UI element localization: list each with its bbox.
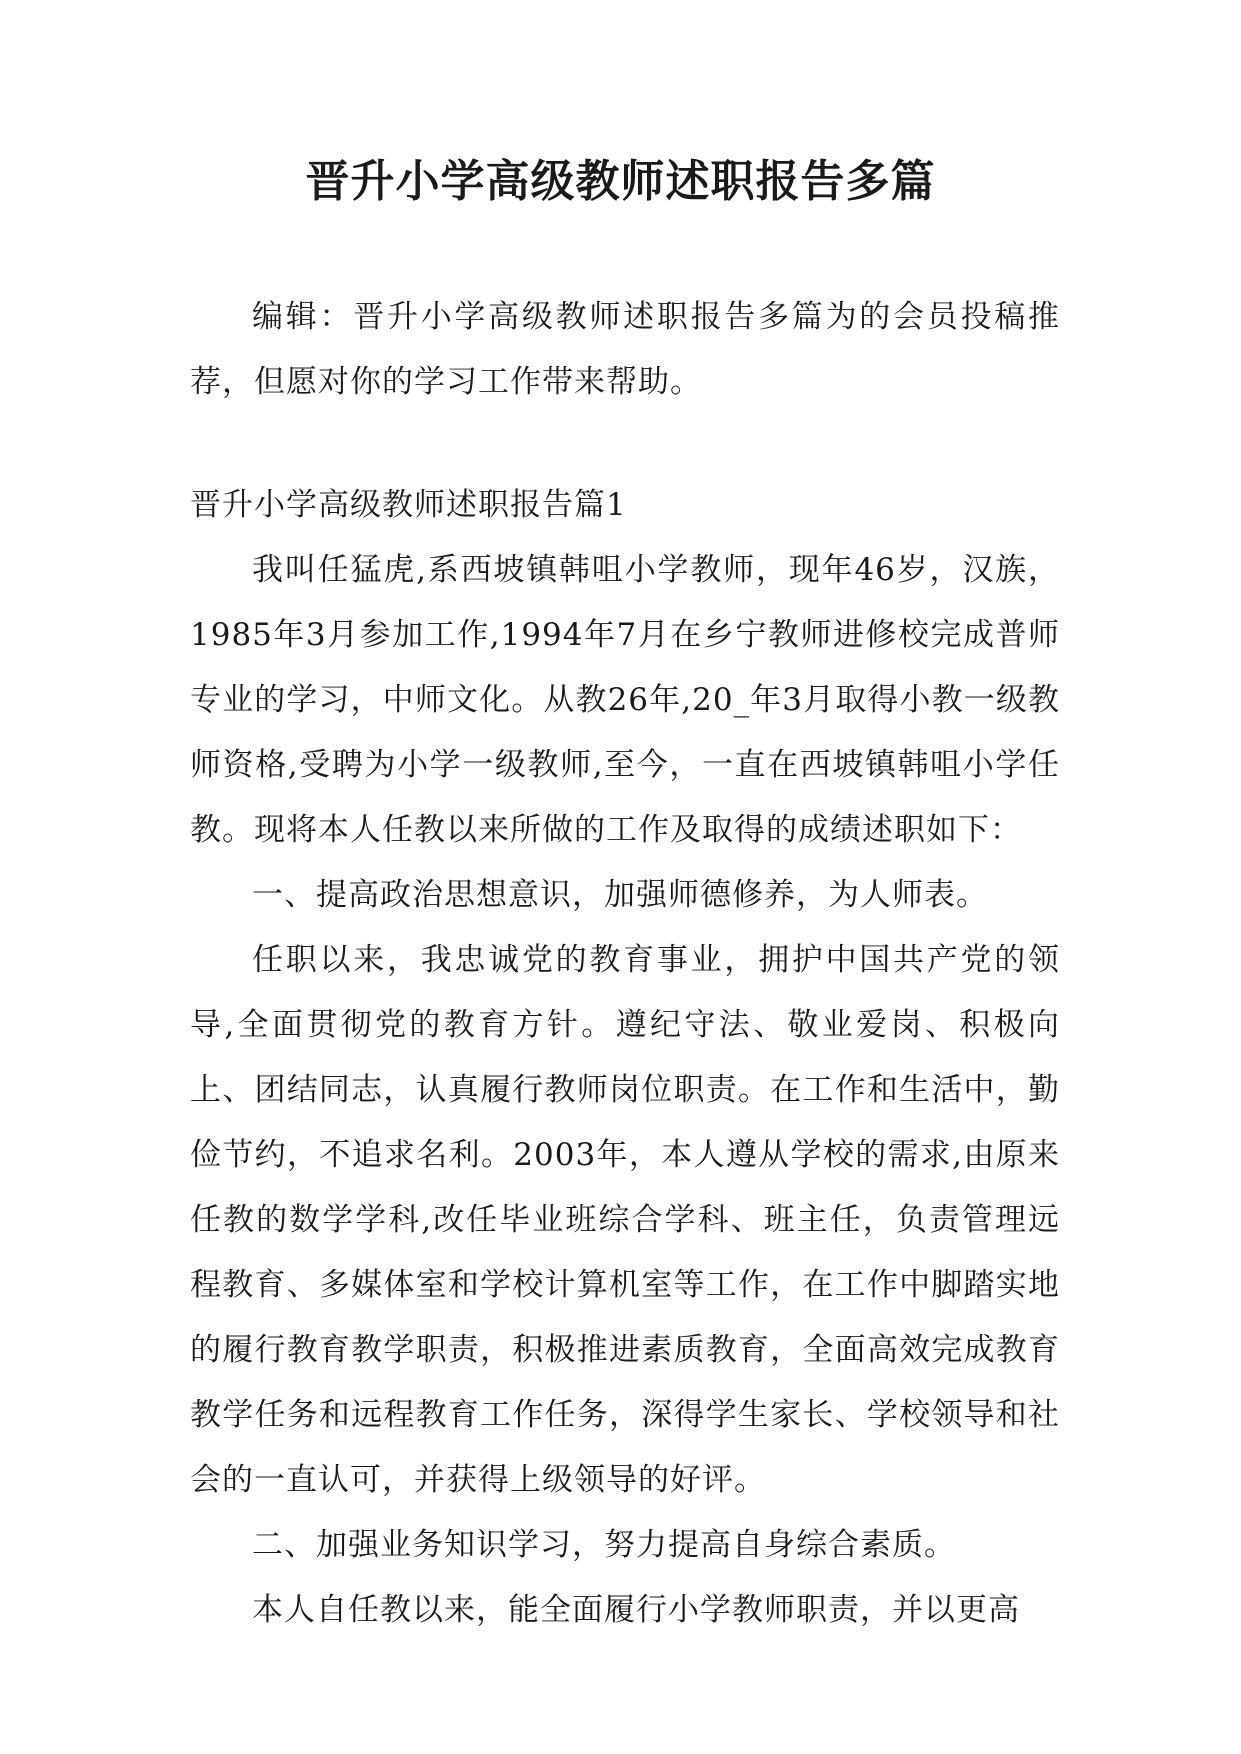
body-paragraph-1: 我叫任猛虎,系西坡镇韩咀小学教师，现年46岁，汉族，1985年3月参加工作,1994年7月在乡宁教师进修校完成普师专业的学习，中师文化。从教26年,20_年3月取得小教一级教师资格,受聘为小学一级教师,至今，一直在西坡镇韩咀小学任教。现将本人任教以来所做的工作及取得的成绩述职如下： [190, 552, 1060, 848]
section-spacer [190, 415, 1060, 473]
subheading-1: 一、提高政治思想意识，加强师德修养，为人师表。 [252, 877, 988, 913]
document-title: 晋升小学高级教师述职报告多篇 [305, 156, 936, 207]
intro-paragraph: 编辑：晋升小学高级教师述职报告多篇为的会员投稿推荐，但愿对你的学习工作带来帮助。 [190, 299, 1060, 400]
subheading-2: 二、加强业务知识学习，努力提高自身综合素质。 [252, 1527, 956, 1563]
body-paragraph-3: 本人自任教以来，能全面履行小学教师职责，并以更高 [252, 1592, 1020, 1628]
body-paragraph-2: 任职以来，我忠诚党的教育事业，拥护中国共产党的领导,全面贯彻党的教育方针。遵纪守法、敬业爱岗、积极向上、团结同志，认真履行教师岗位职责。在工作和生活中，勤俭节约，不追求名利。2003年，本人遵从学校的需求,由原来任教的数学学科,改任毕业班综合学科、班主任，负责管理远程教育、多媒体室和学校计算机室等工作，在工作中脚踏实地的履行教育教学职责，积极推进素质教育，全面高效完成教育教学任务和远程教育工作任务，深得学生家长、学校领导和社会的一直认可，并获得上级领导的好评。 [190, 942, 1060, 1498]
document-body [190, 285, 1060, 1643]
section-heading: 晋升小学高级教师述职报告篇1 [190, 487, 627, 523]
